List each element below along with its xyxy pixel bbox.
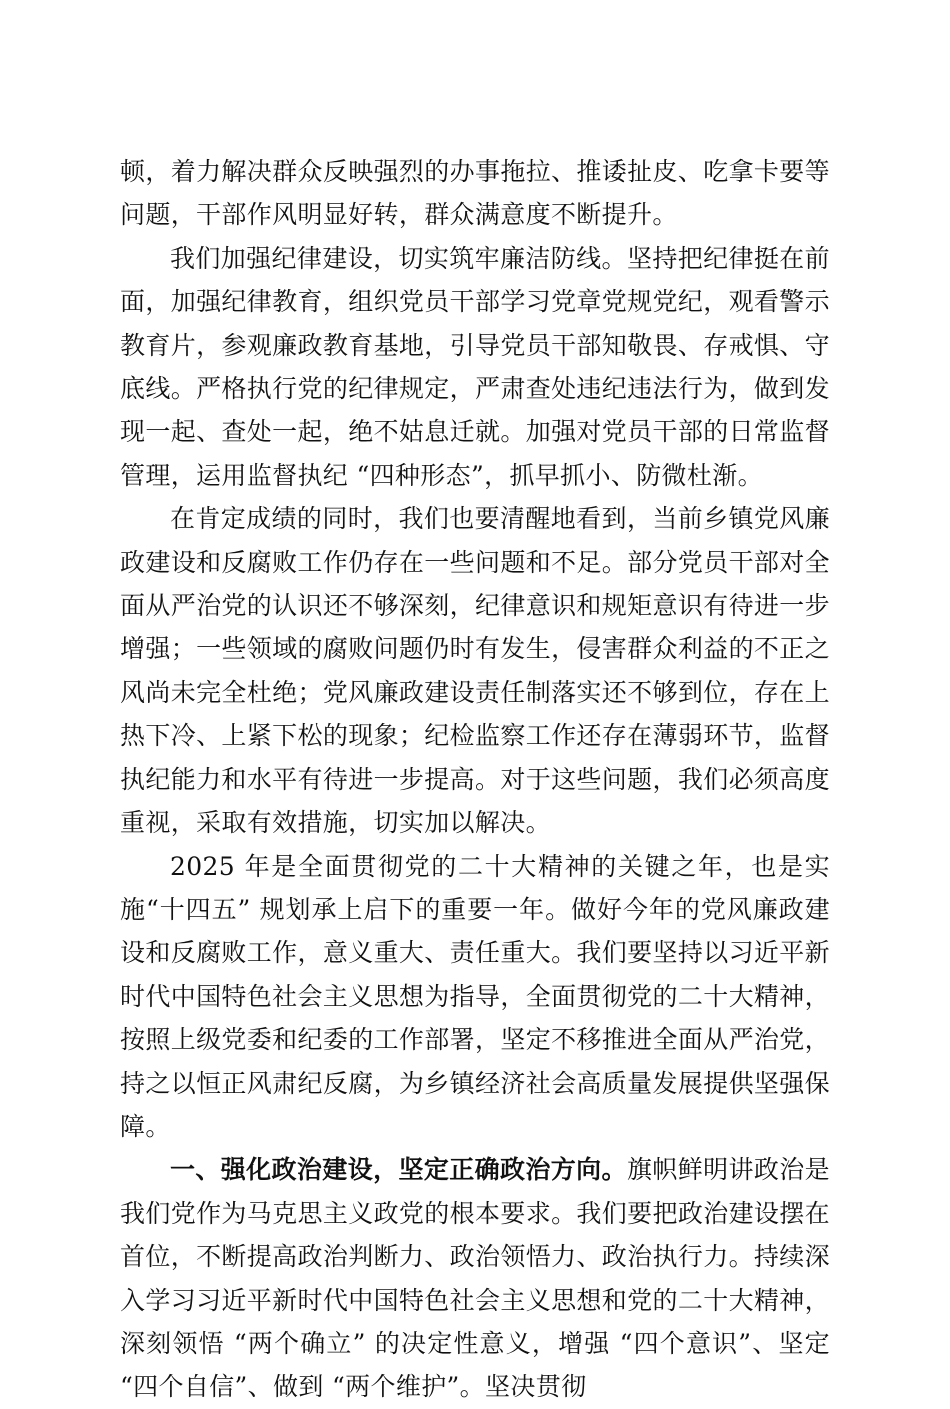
paragraph-3-text: 在肯定成绩的同时，我们也要清醒地看到，当前乡镇党风廉政建设和反腐败工作仍存在一些问题和不足。部分党员干部对全面从严治党的认识还不够深刻，纪律意识和规矩意识有待进一步增强；一些领域的腐败问题仍时有发生，侵害群众利益的不正之风尚未完全杜绝；党风廉政建设责任制落实还不够到位，存在上热下冷、上紧下松的现象；纪检监察工作还存在薄弱环节，监督执纪能力和水平有待进一步提高。对于这些问题，我们必须高度重视，采取有效措施，切实加以解决。 xyxy=(120,504,830,838)
paragraph-5 xyxy=(120,1148,830,1408)
paragraph-3 xyxy=(120,497,830,844)
paragraph-4-text: 2025 年是全面贯彻党的二十大精神的关键之年，也是实施“十四五” 规划承上启下的重要一年。做好今年的党风廉政建设和反腐败工作，意义重大、责任重大。我们要坚持以习近平新时代中国特色社会主义思想为指导，全面贯彻党的二十大精神，按照上级党委和纪委的工作部署，坚定不移推进全面从严治党，持之以恒正风肃纪反腐，为乡镇经济社会高质量发展提供坚强保障。 xyxy=(120,851,830,1141)
paragraph-4 xyxy=(120,845,830,1149)
paragraph-1 xyxy=(120,150,830,237)
document-body xyxy=(120,150,830,1409)
paragraph-2 xyxy=(120,237,830,497)
paragraph-1-text: 顿，着力解决群众反映强烈的办事拖拉、推诿扯皮、吃拿卡要等问题，干部作风明显好转，群众满意度不断提升。 xyxy=(120,157,830,230)
paragraph-2-text: 我们加强纪律建设，切实筑牢廉洁防线。坚持把纪律挺在前面，加强纪律教育，组织党员干部学习党章党规党纪，观看警示教育片，参观廉政教育基地，引导党员干部知敬畏、存戒惧、守底线。严格执行党的纪律规定，严肃查处违纪违法行为，做到发现一起、查处一起，绝不姑息迁就。加强对党员干部的日常监督管理，运用监督执纪 “四种形态”，抓早抓小、防微杜渐。 xyxy=(120,243,830,490)
section-heading: 一、强化政治建设，坚定正确政治方向。 xyxy=(170,1155,627,1185)
paragraph-5-text: 旗帜鲜明讲政治是我们党作为马克思主义政党的根本要求。我们要把政治建设摆在首位，不断提高政治判断力、政治领悟力、政治执行力。持续深入学习习近平新时代中国特色社会主义思想和党的二十大精神，深刻领悟 “两个确立” 的决定性意义，增强 “四个意识”、坚定 “四个自信”、做到 “两个维护”。坚决贯彻 xyxy=(120,1155,830,1402)
